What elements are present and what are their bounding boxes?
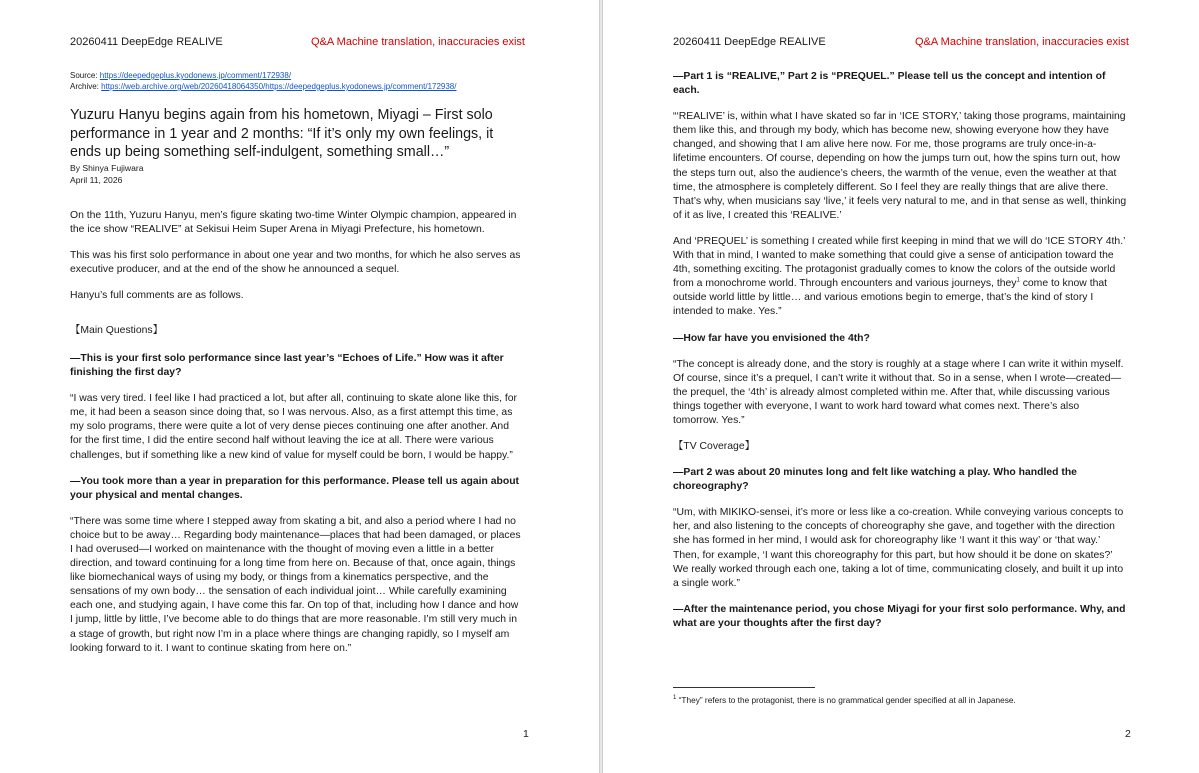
footnote-text: “They” refers to the protagonist, there is no grammatical gender specified at all in Japanese. <box>676 695 1016 705</box>
page-header <box>673 35 1129 49</box>
interview-answer: “Um, with MIKIKO-sensei, it’s more or less like a co-creation. While conveying various concepts to her, and also listening to the concepts of choreography she gave, and together with the direction she has formed in her mind, I would ask for choreography like ‘I want it this way’ or ‘that way.’ Then, for example, ‘I want this choreography for this part, but how should it be done on skates?’ We really worked through each one, taking a lot of time, communicating closely, and built it up into a single work.” <box>673 507 1124 589</box>
archive-label: Archive: <box>70 82 102 91</box>
answer-text: And ‘PREQUEL’ is something I created while first keeping in mind that we will do ‘ICE STORY 4th.’ With that in mind, I wanted to make something that could give a sense of anticipation toward the 4th, something exciting. The protagonist gradually comes to know the colors of the outside world from a monochrome world. Through encounters and various journeys, they <box>673 235 1126 290</box>
interview-question: —Part 1 is “REALIVE,” Part 2 is “PREQUEL.” Please tell us the concept and intention of each. <box>673 71 1106 97</box>
interview-answer <box>673 235 1127 320</box>
interview-answer: “‘REALIVE’ is, within what I have skated so far in ‘ICE STORY,’ taking those programs, maintaining them like this, and through my body, which has become new, showing everyone how they have changed, and showing that I am alive here now. For me, those programs are truly once-in-a-lifetime encounters. Of course, depending on how the jumps turn out, how the spins turn out, how the steps turn out, also the audience’s cheers, the warmth of the venue, even the weather at that time, the atmosphere is completely different. So I feel they are really things that are alive there. That’s why, when musicians say ‘live,’ it feels very natural to me, and in that sense as well, thinking of it as live, I created this ‘REALIVE.’ <box>673 111 1127 221</box>
page-header <box>70 35 525 49</box>
page-number: 1 <box>523 728 529 740</box>
source-label: Source: <box>70 71 100 80</box>
page-2-content <box>673 70 1127 631</box>
interview-answer: “The concept is already done, and the story is roughly at a stage where I can write it within myself. Of course, since it’s a prequel, I can’t write it without that. So in a sense, when I wrote—created—the prequel, the ‘4th’ is already almost completed within me. After that, while discussing various things together with everyone, I want to work hard toward what comes next. There’s also tomorrow. Yes.” <box>673 358 1124 426</box>
section-heading: 【Main Questions】 <box>70 324 163 336</box>
translation-notice: Q&A Machine translation, inaccuracies exist <box>915 36 1129 48</box>
document-page-2 <box>603 0 1199 773</box>
paragraph: On the 11th, Yuzuru Hanyu, men’s figure skating two-time Winter Olympic champion, appeared in the ice show “REALIVE” at Sekisui Heim Super Arena in Miyagi Prefecture, his hometown. <box>70 209 517 235</box>
page-1-content <box>70 70 523 656</box>
article-date: April 11, 2026 <box>70 174 123 185</box>
document-page-1 <box>0 0 599 773</box>
interview-question: —After the maintenance period, you chose Miyagi for your first solo performance. Why, and what are your thoughts after the first day? <box>673 603 1126 629</box>
translation-notice: Q&A Machine translation, inaccuracies exist <box>311 36 525 48</box>
section-heading: 【TV Coverage】 <box>673 441 755 453</box>
interview-answer: “There was some time where I stepped away from skating a bit, and also a period where I had no choice but to be away… Regarding body maintenance—places that had been damaged, or places I had overused—I worked on maintenance with the thought of moving even a little in a better direction, and toward continuing for a long time from here on. Because of that, once again, things like biomechanical ways of using my body, or things from a kinematics perspective, and the sensations of my own body… the sensation of each individual joint… While carefully examining each one, and studying again, I have come this far. On top of that, including how I dance and how I jump, little by little, I’ve become able to do things that are more reasonable. I’m still very much in a stage of growth, but right now I’m in a place where things are changing rapidly, so I myself am looking forward to it. I want to continue skating from here on.” <box>70 515 521 654</box>
interview-question: —You took more than a year in preparation for this performance. Please tell us again about your physical and mental changes. <box>70 475 520 501</box>
paragraph: This was his first solo performance in about one year and two months, for which he also serves as executive producer, and at the end of the show he announced a sequel. <box>70 249 521 275</box>
footnote-separator <box>673 687 815 688</box>
interview-question: —Part 2 was about 20 minutes long and felt like watching a play. Who handled the choreography? <box>673 467 1077 493</box>
article-title: Yuzuru Hanyu begins again from his hometown, Miyagi – First solo performance in 1 year and 2 months: “If it’s only my own feelings, it ends up being something self-indulgent, something small…” <box>70 107 494 160</box>
article-byline: By Shinya Fujiwara <box>70 162 144 173</box>
archive-link[interactable]: https://web.archive.org/web/20260418064350/https://deepedgeplus.kyodonews.jp/comment/172938/ <box>101 82 457 91</box>
source-link[interactable]: https://deepedgeplus.kyodonews.jp/comment/172938/ <box>99 71 292 80</box>
source-line <box>70 70 523 81</box>
footnote-mark: 1 <box>673 695 677 702</box>
footnote <box>673 695 1016 706</box>
page-number: 2 <box>1125 728 1131 740</box>
footnote-reference[interactable]: 1 <box>1016 277 1020 284</box>
archive-line <box>70 81 523 92</box>
interview-answer: “I was very tired. I feel like I had practiced a lot, but after all, continuing to skate alone like this, for me, it had been a season since doing that, so I was nervous. Also, as a first attempt this time, as my solo programs, there were quite a lot of very dense pieces continuing one after another. And for the first time, I did the entire second half without leaving the ice at all. There were various challenges, but if something like a new kind of value for myself could be born, I would be happy.” <box>70 393 518 461</box>
paragraph: Hanyu’s full comments are as follows. <box>70 289 244 301</box>
interview-question: —This is your first solo performance since last year’s “Echoes of Life.” How was it after finishing the first day? <box>70 352 504 379</box>
header-title: 20260411 DeepEdge REALIVE <box>673 36 826 48</box>
header-title: 20260411 DeepEdge REALIVE <box>70 36 223 48</box>
interview-question: —How far have you envisioned the 4th? <box>673 332 870 344</box>
answer-text: come to know that outside world little by little… and various emotions begin to emerge, that’s the kind of story I intended to make. Yes.” <box>673 278 1108 318</box>
